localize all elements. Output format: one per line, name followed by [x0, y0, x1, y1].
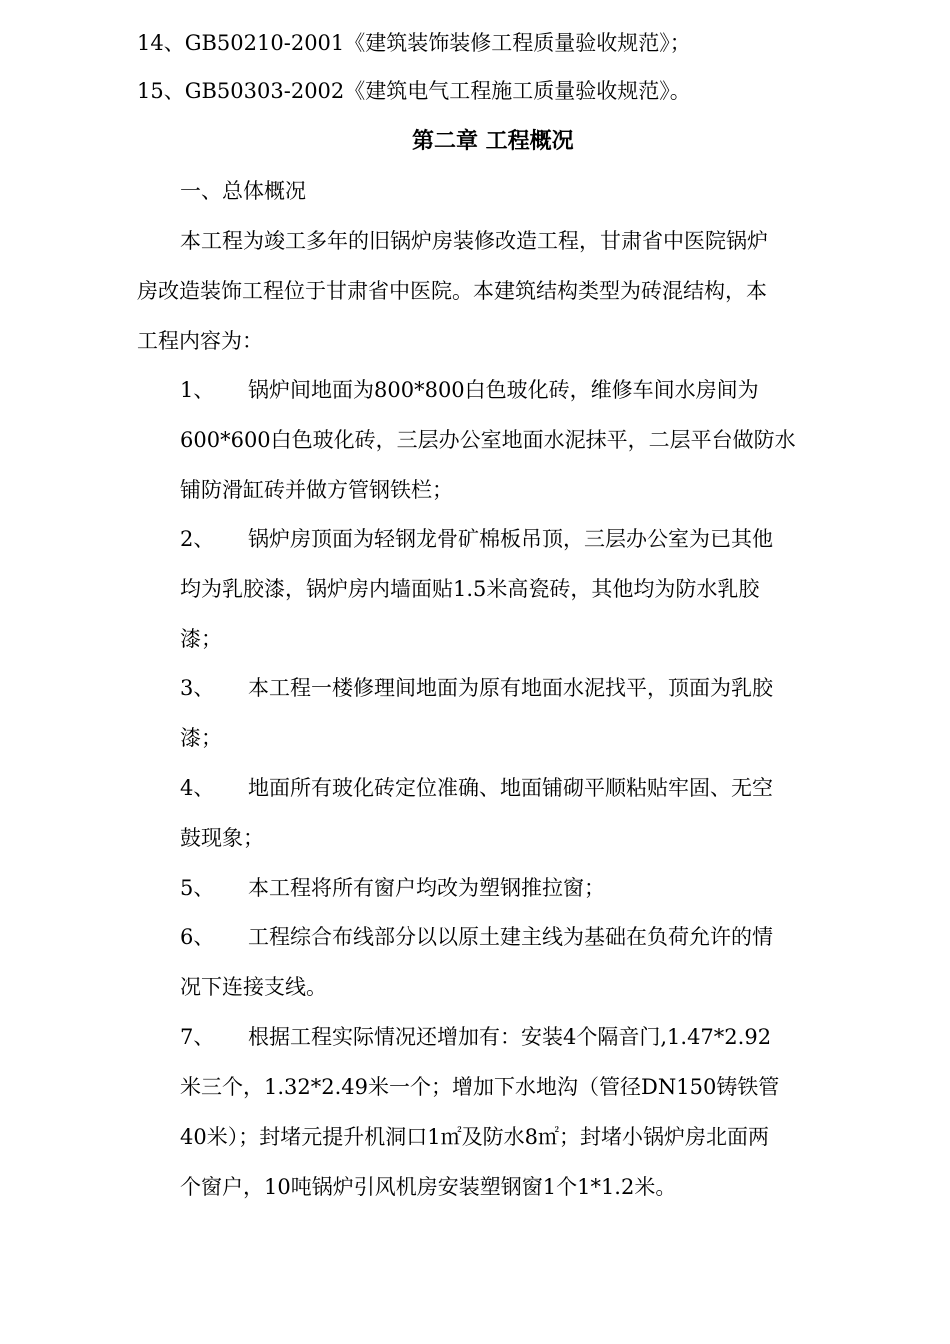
item-number: 1、 — [180, 378, 215, 402]
chapter-title: 第二章 工程概况 — [412, 128, 574, 154]
list-item-1 — [180, 375, 759, 405]
item-number: 3、 — [180, 676, 215, 700]
ref-14: 14、GB50210-2001《建筑装饰装修工程质量验收规范》； — [137, 31, 691, 55]
item-text: 地面所有玻化砖定位准确、地面铺砌平顺粘贴牢固、无空 — [248, 776, 773, 800]
item-text: 均为乳胶漆，锅炉房内墙面贴1.5米高瓷砖，其他均为防水乳胶 — [180, 577, 760, 601]
item-text: 况下连接支线。 — [180, 975, 327, 999]
item-text: 鼓现象； — [180, 826, 264, 850]
item-number: 5、 — [180, 876, 215, 900]
item-text: 铺防滑缸砖并做方管钢铁栏； — [180, 478, 453, 502]
ref-15: 15、GB50303-2002《建筑电气工程施工质量验收规范》。 — [137, 79, 691, 103]
section-title: 一、总体概况 — [180, 179, 306, 203]
list-item-2 — [180, 524, 773, 554]
item-text: 本工程一楼修理间地面为原有地面水泥找平，顶面为乳胶 — [248, 676, 773, 700]
list-item-3 — [180, 673, 773, 703]
item-text: 漆； — [180, 726, 222, 750]
intro-line: 工程内容为： — [137, 329, 263, 353]
item-text: 漆； — [180, 627, 222, 651]
list-item-4 — [180, 773, 773, 803]
item-text: 个窗户，10吨锅炉引风机房安装塑钢窗1个1*1.2米。 — [180, 1175, 677, 1199]
item-text: 工程综合布线部分以以原土建主线为基础在负荷允许的情 — [248, 925, 773, 949]
item-text: 锅炉间地面为800*800白色玻化砖，维修车间水房间为 — [248, 378, 759, 402]
intro-line: 房改造装饰工程位于甘肃省中医院。本建筑结构类型为砖混结构，本 — [137, 279, 767, 303]
intro-line: 本工程为竣工多年的旧锅炉房装修改造工程，甘肃省中医院锅炉 — [180, 229, 768, 253]
item-text: 米三个，1.32*2.49米一个；增加下水地沟（管径DN150铸铁管 — [180, 1075, 780, 1099]
item-text: 40米）；封堵元提升机洞口1㎡及防水8㎡；封堵小锅炉房北面两 — [180, 1125, 769, 1149]
item-number: 4、 — [180, 776, 215, 800]
list-item-5 — [180, 873, 605, 903]
item-text: 本工程将所有窗户均改为塑钢推拉窗； — [248, 876, 605, 900]
item-text: 根据工程实际情况还增加有：安装4个隔音门,1.47*2.92 — [248, 1025, 772, 1049]
item-number: 7、 — [180, 1025, 215, 1049]
item-text: 锅炉房顶面为轻钢龙骨矿棉板吊顶，三层办公室为已其他 — [248, 527, 773, 551]
item-number: 2、 — [180, 527, 215, 551]
list-item-7 — [180, 1022, 771, 1052]
list-item-6 — [180, 922, 773, 952]
item-text: 600*600白色玻化砖，三层办公室地面水泥抹平，二层平台做防水 — [180, 428, 796, 452]
item-number: 6、 — [180, 925, 215, 949]
